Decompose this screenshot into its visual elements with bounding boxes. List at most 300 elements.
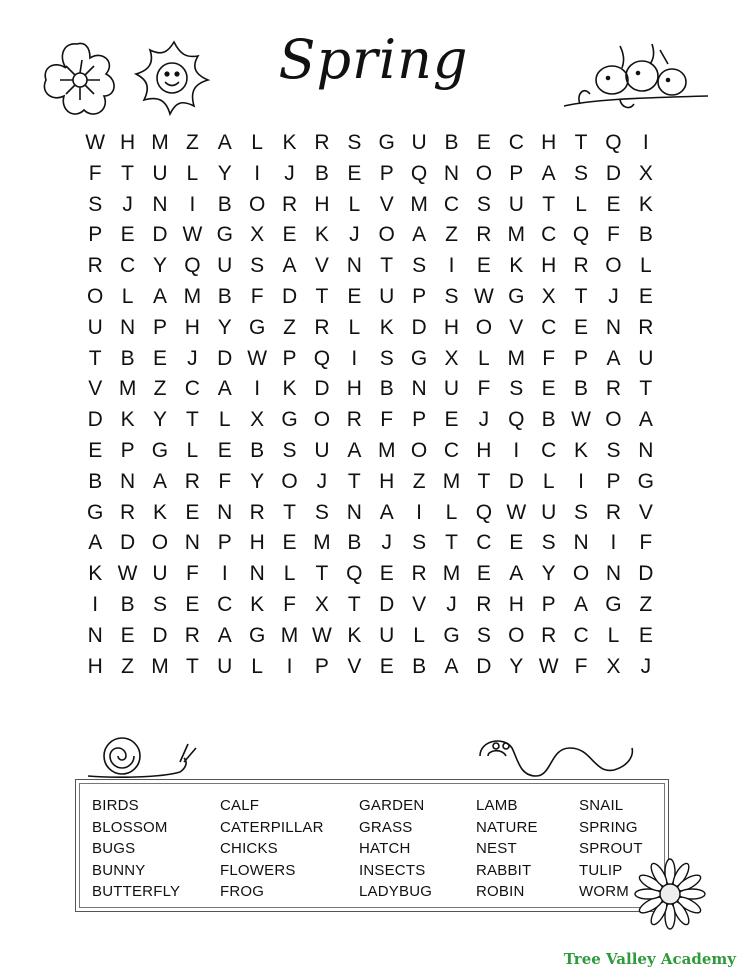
word-item: SPRING	[579, 818, 638, 836]
grid-letter: C	[541, 223, 557, 247]
grid-letter: D	[217, 346, 233, 370]
grid-letter: W	[506, 500, 527, 524]
grid-letter: T	[88, 346, 102, 370]
grid-letter: U	[87, 315, 103, 339]
grid-letter: P	[120, 438, 135, 462]
grid-letter: R	[573, 254, 589, 278]
grid-letter: H	[184, 315, 200, 339]
grid-letter: Q	[605, 131, 622, 154]
grid-letter: P	[152, 315, 167, 339]
grid-letter: Y	[152, 408, 167, 432]
grid-letter: P	[282, 346, 297, 370]
grid-letter: R	[120, 500, 136, 524]
grid-letter: X	[250, 408, 265, 432]
grid-letter: R	[638, 315, 654, 339]
grid-letter: E	[217, 438, 232, 462]
grid-letter: L	[607, 623, 620, 647]
grid-letter: N	[346, 500, 362, 524]
grid-letter: H	[314, 192, 330, 216]
grid-letter: V	[379, 192, 394, 216]
grid-letter: Y	[217, 315, 232, 339]
word-item: CATERPILLAR	[220, 818, 324, 836]
grid-letter: E	[120, 623, 135, 647]
grid-letter: I	[92, 592, 99, 616]
grid-letter: K	[314, 223, 329, 247]
grid-letter: F	[542, 346, 556, 370]
grid-letter: K	[379, 315, 394, 339]
grid-letter: A	[412, 223, 427, 247]
grid-letter: O	[313, 408, 331, 432]
grid-letter: V	[412, 592, 427, 616]
grid-letter: S	[282, 438, 297, 462]
grid-letter: U	[379, 623, 395, 647]
grid-letter: D	[638, 562, 654, 586]
grid-letter: Z	[153, 377, 167, 401]
grid-letter: H	[476, 438, 492, 462]
grid-letter: J	[478, 408, 490, 432]
grid-letter: I	[578, 469, 584, 493]
grid-letter: Q	[572, 223, 590, 247]
grid-letter: Z	[121, 654, 134, 678]
grid-letter: J	[640, 654, 652, 678]
grid-letter: W	[182, 223, 203, 247]
grid-letter: A	[638, 408, 653, 432]
daisy-icon	[634, 858, 706, 930]
grid-letter: E	[379, 654, 394, 678]
grid-letter: I	[351, 346, 358, 370]
grid-letter: E	[444, 408, 459, 432]
grid-letter: D	[476, 654, 492, 678]
grid-letter: Z	[283, 315, 296, 339]
grid-letter: L	[445, 500, 458, 524]
word-list-box	[75, 779, 669, 912]
grid-letter: Y	[541, 562, 556, 586]
grid-letter: X	[444, 346, 459, 370]
word-item: SNAIL	[579, 797, 624, 814]
word-item: GARDEN	[359, 797, 425, 814]
grid-letter: A	[152, 469, 167, 493]
grid-letter: R	[314, 131, 330, 154]
grid-letter: I	[416, 500, 423, 524]
word-item: FLOWERS	[220, 861, 296, 879]
grid-letter: E	[574, 315, 589, 339]
grid-letter: E	[379, 562, 394, 586]
grid-letter: E	[476, 131, 491, 154]
grid-letter: U	[541, 500, 557, 524]
grid-letter: C	[541, 438, 557, 462]
grid-letter: Q	[346, 562, 363, 586]
word-item: BLOSSOM	[92, 818, 168, 836]
grid-letter: E	[476, 562, 491, 586]
grid-letter: N	[346, 254, 362, 278]
grid-letter: U	[508, 192, 524, 216]
grid-letter: R	[281, 192, 298, 216]
grid-letter: I	[221, 562, 228, 586]
grid-letter: B	[638, 223, 653, 247]
grid-letter: V	[347, 654, 362, 678]
grid-letter: P	[541, 592, 556, 616]
word-item: NEST	[476, 840, 517, 857]
grid-letter: M	[377, 438, 396, 462]
grid-letter: C	[443, 192, 460, 216]
grid-letter: P	[574, 346, 589, 370]
grid-letter: G	[87, 500, 104, 524]
grid-letter: K	[638, 192, 653, 216]
grid-letter: A	[217, 377, 232, 401]
grid-letter: G	[281, 408, 298, 432]
word-item: SPROUT	[579, 840, 643, 857]
grid-letter: U	[152, 562, 168, 586]
grid-letter: U	[314, 438, 330, 462]
grid-letter: A	[217, 131, 232, 154]
grid-letter: Q	[410, 161, 428, 185]
word-column-1	[92, 795, 180, 903]
grid-letter: T	[185, 408, 199, 432]
grid-letter: K	[250, 592, 265, 616]
grid-letter: M	[410, 192, 428, 216]
grid-letter: S	[379, 346, 394, 370]
grid-letter: A	[347, 438, 362, 462]
grid-letter: S	[314, 500, 329, 524]
grid-letter: H	[541, 131, 557, 154]
grid-letter: U	[443, 377, 460, 401]
grid-letter: M	[183, 284, 202, 308]
word-item: BUNNY	[92, 861, 146, 879]
grid-letter: L	[251, 654, 263, 678]
grid-letter: P	[314, 654, 329, 678]
grid-letter: T	[347, 469, 361, 493]
grid-letter: E	[509, 531, 524, 555]
grid-letter: A	[444, 654, 459, 678]
grid-letter: I	[189, 192, 196, 216]
grid-letter: Q	[184, 254, 201, 278]
grid-letter: L	[283, 562, 296, 586]
grid-letter: P	[412, 408, 427, 432]
grid-letter: S	[541, 531, 556, 555]
grid-letter: J	[316, 469, 328, 493]
grid-letter: E	[606, 192, 621, 216]
grid-letter: D	[120, 531, 136, 555]
grid-letter: S	[574, 500, 589, 524]
grid-letter: U	[152, 161, 168, 185]
grid-letter: T	[445, 531, 458, 555]
grid-letter: F	[218, 469, 232, 493]
grid-letter: D	[152, 623, 168, 647]
grid-letter: N	[120, 315, 136, 339]
grid-letter: E	[282, 531, 297, 555]
grid-letter: N	[443, 161, 460, 185]
grid-letter: C	[443, 438, 460, 462]
grid-letter: C	[508, 131, 524, 154]
grid-letter: K	[509, 254, 524, 278]
word-item: BIRDS	[92, 797, 139, 814]
grid-letter: Y	[509, 654, 524, 678]
grid-letter: P	[412, 284, 427, 308]
grid-letter: I	[254, 161, 261, 185]
grid-letter: R	[476, 592, 492, 616]
grid-letter: A	[541, 161, 556, 185]
grid-letter: K	[282, 377, 297, 401]
grid-letter: N	[573, 531, 589, 555]
grid-letter: T	[347, 592, 361, 616]
grid-letter: N	[605, 315, 622, 339]
grid-letter: T	[639, 377, 653, 401]
grid-letter: T	[574, 284, 588, 308]
grid-letter: E	[638, 623, 653, 647]
grid-letter: E	[120, 223, 135, 247]
grid-letter: I	[642, 131, 649, 154]
grid-letter: I	[254, 377, 261, 401]
grid-letter: J	[284, 161, 295, 185]
grid-letter: L	[478, 346, 490, 370]
grid-letter: M	[442, 469, 461, 493]
grid-letter: P	[509, 161, 524, 185]
grid-letter: H	[541, 254, 557, 278]
grid-letter: H	[120, 131, 136, 154]
grid-letter: N	[605, 562, 622, 586]
grid-letter: Q	[508, 408, 525, 432]
grid-letter: G	[410, 346, 428, 370]
grid-letter: M	[442, 562, 461, 586]
grid-letter: F	[283, 592, 296, 616]
grid-letter: O	[605, 254, 622, 278]
grid-letter: M	[507, 223, 526, 247]
grid-letter: N	[184, 531, 200, 555]
grid-letter: K	[347, 623, 362, 647]
grid-letter: V	[88, 377, 103, 401]
grid-letter: C	[217, 592, 233, 616]
grid-letter: M	[151, 131, 169, 154]
grid-letter: S	[88, 192, 103, 216]
grid-letter: Q	[313, 346, 331, 370]
grid-letter: O	[378, 223, 395, 247]
grid-letter: T	[542, 192, 556, 216]
word-item: RABBIT	[476, 861, 532, 879]
grid-letter: F	[88, 161, 102, 185]
grid-letter: E	[476, 254, 491, 278]
grid-letter: S	[476, 623, 491, 647]
grid-letter: B	[574, 377, 589, 401]
grid-letter: G	[605, 592, 622, 616]
word-item: LAMB	[476, 797, 518, 814]
word-item: INSECTS	[359, 861, 426, 879]
grid-letter: C	[541, 315, 557, 339]
grid-letter: D	[152, 223, 168, 247]
grid-letter: S	[444, 284, 459, 308]
grid-letter: N	[87, 623, 103, 647]
grid-letter: G	[378, 131, 395, 154]
grid-letter: L	[639, 254, 652, 278]
word-item: BUGS	[92, 840, 136, 857]
grid-letter: X	[314, 592, 329, 616]
grid-letter: M	[151, 654, 169, 678]
grid-letter: R	[346, 408, 362, 432]
grid-letter: L	[413, 623, 425, 647]
grid-letter: D	[87, 408, 103, 432]
grid-letter: N	[638, 438, 654, 462]
page-title: Spring	[278, 28, 469, 91]
grid-letter: R	[605, 500, 622, 524]
grid-letter: U	[217, 254, 233, 278]
grid-letter: T	[315, 562, 329, 586]
grid-letter: A	[509, 562, 524, 586]
word-item: LADYBUG	[359, 883, 433, 900]
grid-letter: B	[314, 161, 329, 185]
grid-letter: P	[217, 531, 232, 555]
grid-letter: J	[446, 592, 457, 616]
grid-letter: S	[412, 254, 427, 278]
grid-letter: G	[508, 284, 525, 308]
grid-letter: L	[186, 438, 199, 462]
grid-letter: P	[606, 469, 621, 493]
grid-letter: P	[379, 161, 394, 185]
grid-letter: G	[443, 623, 460, 647]
grid-letter: K	[282, 131, 297, 154]
grid-letter: B	[347, 531, 362, 555]
grid-letter: U	[217, 654, 233, 678]
word-column-3	[359, 795, 432, 903]
grid-letter: M	[313, 531, 331, 555]
grid-letter: N	[411, 377, 427, 401]
grid-letter: R	[605, 377, 622, 401]
grid-letter: J	[608, 284, 619, 308]
grid-letter: W	[571, 408, 591, 432]
grid-letter: H	[508, 592, 524, 616]
grid-letter: R	[184, 469, 200, 493]
grid-letter: N	[120, 469, 136, 493]
grid-letter: M	[280, 623, 299, 647]
grid-letter: O	[281, 469, 298, 493]
word-item: CALF	[220, 797, 260, 814]
grid-letter: H	[249, 531, 265, 555]
grid-letter: N	[217, 500, 233, 524]
grid-letter: T	[121, 161, 134, 185]
grid-letter: I	[513, 438, 520, 462]
grid-letter: O	[151, 531, 169, 555]
grid-letter: U	[379, 284, 395, 308]
grid-letter: W	[538, 654, 559, 678]
grid-letter: B	[88, 469, 103, 493]
grid-letter: C	[184, 377, 200, 401]
grid-letter: T	[477, 469, 491, 493]
grid-letter: R	[411, 562, 427, 586]
grid-letter: G	[248, 315, 266, 339]
grid-letter: O	[410, 438, 428, 462]
grid-letter: H	[443, 315, 460, 339]
grid-letter: G	[248, 623, 266, 647]
grid-letter: R	[87, 254, 103, 278]
grid-letter: E	[541, 377, 556, 401]
grid-letter: W	[473, 284, 494, 308]
grid-letter: F	[607, 223, 620, 247]
word-item: HATCH	[359, 840, 411, 857]
word-item: CHICKS	[220, 840, 278, 857]
grid-letter: D	[508, 469, 524, 493]
grid-letter: H	[87, 654, 103, 678]
grid-letter: O	[572, 562, 590, 586]
grid-letter: M	[507, 346, 526, 370]
grid-letter: G	[216, 223, 233, 247]
grid-letter: B	[217, 284, 232, 308]
grid-letter: R	[476, 223, 492, 247]
grid-letter: K	[152, 500, 167, 524]
grid-letter: W	[312, 623, 332, 647]
grid-letter: I	[286, 654, 293, 678]
grid-letter: E	[638, 284, 653, 308]
grid-letter: L	[348, 315, 361, 339]
grid-letter: V	[509, 315, 524, 339]
grid-letter: F	[380, 408, 394, 432]
grid-letter: V	[314, 254, 329, 278]
footer-brand: Tree Valley Academy	[563, 950, 736, 968]
grid-letter: T	[380, 254, 394, 278]
grid-letter: O	[475, 315, 493, 339]
grid-letter: K	[120, 408, 135, 432]
grid-letter: T	[574, 131, 588, 154]
grid-letter: O	[508, 623, 525, 647]
grid-letter: D	[314, 377, 330, 401]
grid-letter: C	[476, 531, 492, 555]
grid-letter: A	[88, 531, 103, 555]
grid-letter: W	[85, 131, 106, 154]
grid-letter: L	[575, 192, 587, 216]
grid-letter: H	[379, 469, 395, 493]
grid-letter: K	[574, 438, 589, 462]
snail-icon	[80, 732, 200, 782]
grid-letter: X	[250, 223, 265, 247]
grid-letter: L	[121, 284, 134, 308]
worm-icon	[474, 726, 640, 782]
grid-letter: N	[152, 192, 168, 216]
grid-letter: C	[573, 623, 589, 647]
word-search-grid	[79, 128, 663, 682]
grid-letter: B	[217, 192, 232, 216]
grid-letter: X	[541, 284, 556, 308]
grid-letter: K	[88, 562, 103, 586]
grid-letter: B	[412, 654, 427, 678]
grid-letter: B	[120, 592, 135, 616]
grid-letter: L	[542, 469, 555, 493]
word-item: TULIP	[579, 861, 623, 879]
grid-letter: M	[118, 377, 137, 401]
word-item: ROBIN	[476, 883, 525, 900]
word-item: BUTTERFLY	[92, 883, 181, 900]
grid-letter: Z	[445, 223, 458, 247]
grid-letter: D	[411, 315, 427, 339]
grid-letter: I	[610, 531, 617, 555]
grid-letter: R	[314, 315, 330, 339]
grid-letter: L	[348, 192, 361, 216]
grid-letter: S	[152, 592, 167, 616]
grid-letter: E	[347, 161, 362, 185]
grid-letter: Z	[185, 131, 199, 154]
grid-letter: G	[637, 469, 654, 493]
grid-letter: P	[88, 223, 103, 247]
word-column-4	[476, 795, 538, 903]
grid-letter: W	[117, 562, 138, 586]
grid-letter: O	[475, 161, 493, 185]
grid-letter: R	[184, 623, 200, 647]
grid-letter: A	[152, 284, 167, 308]
grid-letter: F	[185, 562, 199, 586]
word-item: WORM	[579, 883, 629, 900]
grid-letter: Z	[412, 469, 426, 493]
grid-letter: O	[87, 284, 104, 308]
grid-letter: B	[541, 408, 556, 432]
grid-letter: J	[122, 192, 133, 216]
grid-letter: G	[151, 438, 169, 462]
grid-letter: J	[187, 346, 198, 370]
